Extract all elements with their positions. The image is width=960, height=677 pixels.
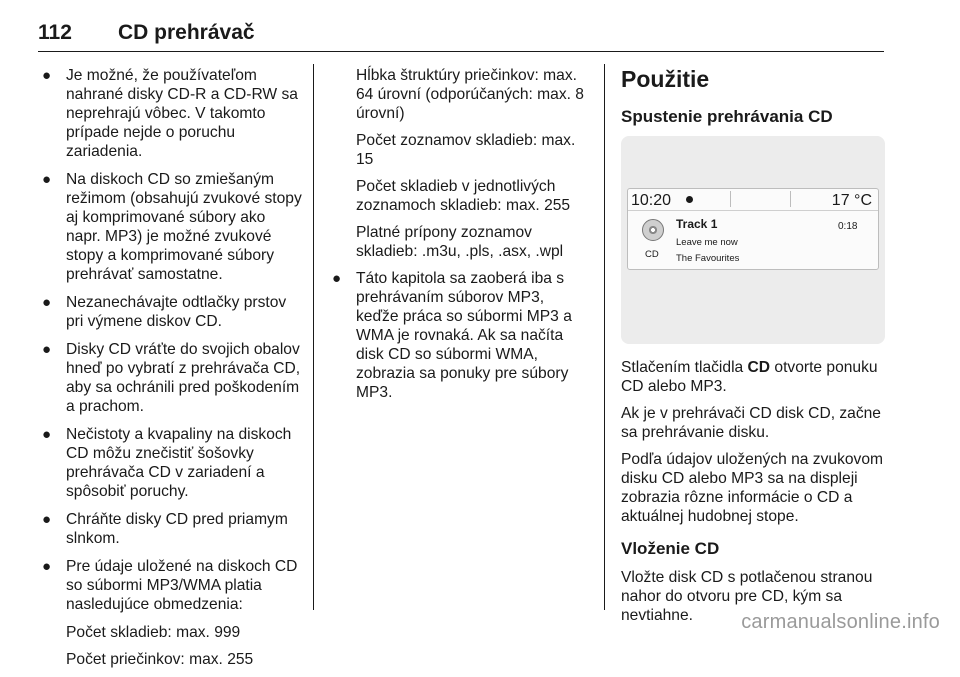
cd-button-label: CD bbox=[747, 359, 771, 376]
list-item: ● Pre údaje uložené na diskoch CD so súbormi MP3/WMA platia nasledujúce obmedzenia: bbox=[42, 558, 298, 613]
radio-display bbox=[627, 188, 879, 270]
section-title: Použitie bbox=[621, 66, 710, 92]
limit-text: Počet priečinkov: max. 255 bbox=[66, 651, 254, 668]
display-artist: Leave me now bbox=[676, 237, 738, 248]
limit-text: Hĺbka štruktúry priečinkov: max. 64 úrovní (odporúčaných: max. 8 úrovní) bbox=[356, 67, 584, 122]
limit-text: Platné prípony zoznamov skladieb: .m3u, .pls, .asx, .wpl bbox=[356, 224, 564, 260]
paragraph: Stlačením tlačidla CD otvorte ponuku CD alebo MP3. bbox=[621, 359, 878, 395]
limit-text: Počet skladieb v jednotlivých zoznamoch skladieb: max. 255 bbox=[356, 178, 571, 214]
paragraph: Podľa údajov uložených na zvukovom disku CD alebo MP3 sa na displeji zobrazia rôzne informácie o CD a aktuálnej hudobnej stope. bbox=[621, 451, 884, 525]
subsection-title: Spustenie prehrávania CD bbox=[621, 107, 833, 126]
display-elapsed-time: 0:18 bbox=[838, 221, 858, 232]
paragraph: Vložte disk CD s potlačenou stranou nahor do otvoru pre CD, kým sa nevtiahne. bbox=[621, 569, 873, 624]
page-number: 112 bbox=[38, 21, 72, 44]
display-album: The Favourites bbox=[676, 253, 740, 264]
paragraph: Ak je v prehrávači CD disk CD, začne sa prehrávanie disku. bbox=[621, 405, 881, 441]
cd-disc-icon bbox=[642, 219, 664, 241]
page-header bbox=[38, 20, 884, 52]
display-status-bar bbox=[628, 189, 878, 211]
limit-text: Počet zoznamov skladieb: max. 15 bbox=[356, 132, 576, 168]
disc-indicator-icon bbox=[686, 196, 693, 203]
column-divider bbox=[604, 64, 605, 610]
display-illustration bbox=[621, 136, 885, 344]
list-item: ● Táto kapitola sa zaoberá iba s prehrávaním súborov MP3, keďže práca so súbormi MP3 a WMA je rovnaká. Ak sa načíta disk CD so súbormi WMA, zobrazia sa ponuky pre súbory MP3. bbox=[332, 270, 572, 401]
display-time: 10:20 bbox=[631, 192, 672, 209]
watermark: carmanualsonline.info bbox=[741, 611, 940, 633]
column-2 bbox=[330, 66, 590, 411]
list-item: ● Na diskoch CD so zmiešaným režimom (obsahujú zvukové stopy aj komprimované súbory ako napr. MP3) je možné zvukové stopy a komprimované súbory prehrávať samostatne. bbox=[42, 171, 302, 283]
display-source: CD bbox=[645, 249, 659, 260]
list-item: ● Nečistoty a kvapaliny na diskoch CD môžu znečistiť šošovky prehrávača CD v zariadení a spôsobiť poruchy. bbox=[42, 426, 292, 500]
display-temperature: 17 °C bbox=[831, 192, 872, 209]
list-item: ● Disky CD vráťte do svojich obalov hneď po vybratí z prehrávača CD, aby sa ochránili pred poškodením a prachom. bbox=[42, 341, 301, 415]
subsection-title: Vloženie CD bbox=[621, 539, 720, 558]
column-3 bbox=[621, 66, 893, 633]
column-divider bbox=[313, 64, 314, 610]
list-item: ● Nezanechávajte odtlačky prstov pri výmene diskov CD. bbox=[42, 294, 287, 330]
chapter-title: CD prehrávač bbox=[118, 21, 255, 44]
display-track: Track 1 bbox=[676, 217, 718, 231]
list-item: ● Je možné, že používateľom nahrané disky CD-R a CD-RW sa neprehrajú vôbec. V takomto prípade nejde o poruchu zariadenia. bbox=[42, 67, 298, 160]
status-divider bbox=[790, 191, 791, 207]
status-divider bbox=[730, 191, 731, 207]
list-item: ● Chráňte disky CD pred priamym slnkom. bbox=[42, 511, 288, 547]
limit-text: Počet skladieb: max. 999 bbox=[66, 624, 241, 641]
column-1 bbox=[40, 66, 302, 677]
